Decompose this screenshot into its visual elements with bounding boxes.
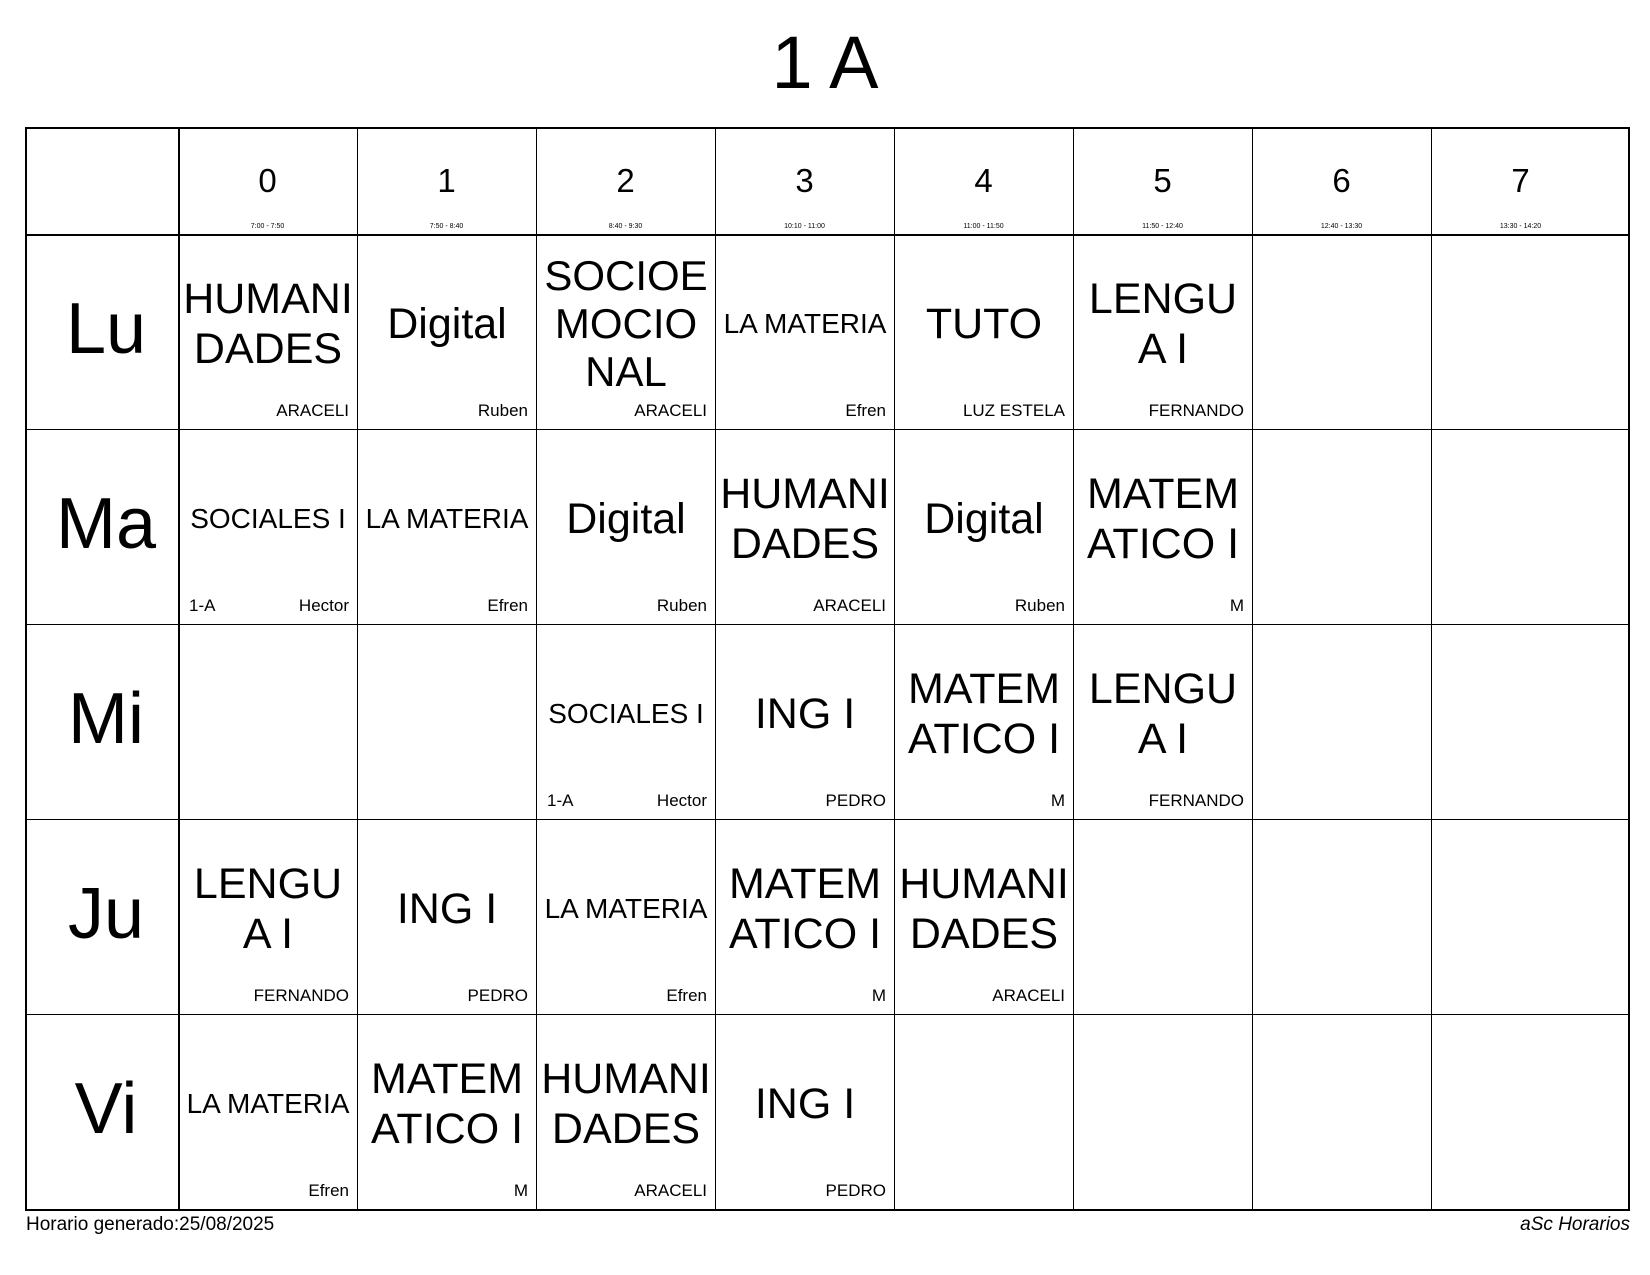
lesson-teacher: ARACELI	[634, 1181, 707, 1200]
period-time: 11:50 - 12:40	[1142, 223, 1183, 230]
lesson-subject-text: LA MATERIA	[365, 502, 529, 534]
lesson-group: 1-A	[547, 791, 574, 810]
lesson-subject-text: HUMANI DADES	[541, 1054, 711, 1153]
period-time: 7:00 - 7:50	[250, 223, 285, 230]
lesson-teacher: Hector	[656, 791, 707, 810]
generated-date: Horario generado:25/08/2025	[26, 1214, 275, 1235]
period-number: 4	[974, 162, 993, 199]
lesson-group: 1-A	[189, 596, 216, 615]
lesson-subject	[716, 431, 894, 606]
lesson-subject-text: Digital	[387, 299, 507, 348]
lesson-subject	[895, 431, 1073, 606]
lesson-teacher: Efren	[308, 1181, 349, 1200]
lesson-subject-text: MATEM ATICO I	[1086, 469, 1240, 568]
period-number: 7	[1511, 162, 1530, 199]
lesson-cell	[179, 236, 357, 429]
grid-row-divider	[27, 1014, 1628, 1015]
lesson-subject	[179, 1016, 357, 1191]
lesson-cell	[358, 1016, 536, 1209]
period-number: 6	[1332, 162, 1351, 199]
lesson-subject	[716, 626, 894, 801]
lesson-subject-text: HUMANI DADES	[720, 469, 890, 568]
lesson-subject	[895, 626, 1073, 801]
lesson-subject	[716, 1016, 894, 1191]
lesson-teacher: FERNANDO	[1148, 791, 1244, 810]
page-title: 1 A	[771, 21, 879, 104]
lesson-cell	[537, 1016, 715, 1209]
period-time: 8:40 - 9:30	[608, 223, 643, 230]
lesson-subject-text: MATEM ATICO I	[370, 1054, 524, 1153]
period-number: 3	[795, 162, 814, 199]
lesson-teacher: ARACELI	[813, 596, 886, 615]
lesson-subject	[895, 236, 1073, 411]
lesson-subject-text: LENGU A I	[1088, 274, 1238, 373]
lesson-teacher: PEDRO	[467, 986, 528, 1005]
day-label: Vi	[74, 1069, 138, 1149]
lesson-cell	[716, 626, 894, 819]
lesson-teacher: M	[871, 986, 886, 1005]
lesson-subject	[358, 821, 536, 996]
day-label: Ju	[67, 874, 145, 954]
grid-row-divider	[27, 429, 1628, 430]
lesson-subject	[537, 431, 715, 606]
lesson-subject	[895, 821, 1073, 996]
lesson-subject-text: LENGU A I	[193, 859, 343, 958]
lesson-subject	[537, 821, 715, 996]
lesson-subject	[716, 821, 894, 996]
lesson-subject-text: MATEM ATICO I	[907, 664, 1061, 763]
period-number: 0	[258, 162, 277, 199]
timetable-grid	[25, 127, 1630, 1211]
lesson-cell	[716, 431, 894, 624]
period-time: 7:50 - 8:40	[429, 223, 464, 230]
lesson-cell	[358, 431, 536, 624]
lesson-subject-text: ING I	[754, 1079, 856, 1128]
grid-row-divider	[27, 624, 1628, 625]
lesson-teacher: LUZ ESTELA	[962, 401, 1065, 420]
lesson-subject	[179, 236, 357, 411]
lesson-subject	[537, 626, 715, 801]
period-time: 11:00 - 11:50	[963, 223, 1004, 230]
lesson-cell	[358, 821, 536, 1014]
lesson-cell	[358, 236, 536, 429]
software-brand: aSc Horarios	[1520, 1214, 1630, 1235]
grid-column-divider	[1252, 129, 1253, 1209]
lesson-subject	[179, 431, 357, 606]
lesson-cell	[895, 821, 1073, 1014]
lesson-cell	[895, 431, 1073, 624]
lesson-subject-text: MATEM ATICO I	[728, 859, 882, 958]
lesson-cell	[179, 431, 357, 624]
lesson-subject	[179, 821, 357, 996]
lesson-cell	[895, 236, 1073, 429]
lesson-subject-text: LENGU A I	[1088, 664, 1238, 763]
lesson-subject-text: TUTO	[925, 299, 1043, 348]
lesson-subject-text: SOCIOE MOCIO NAL	[544, 251, 708, 395]
lesson-cell	[1074, 431, 1252, 624]
lesson-subject-text: SOCIALES I	[190, 502, 346, 534]
lesson-cell	[179, 821, 357, 1014]
lesson-cell	[716, 1016, 894, 1209]
lesson-teacher: ARACELI	[992, 986, 1065, 1005]
lesson-subject-text: HUMANI DADES	[899, 859, 1069, 958]
lesson-teacher: Efren	[666, 986, 707, 1005]
lesson-subject-text: Digital	[924, 494, 1044, 543]
lesson-subject-text: SOCIALES I	[548, 697, 704, 729]
lesson-subject	[716, 236, 894, 411]
period-time: 12:40 - 13:30	[1320, 223, 1363, 230]
lesson-cell	[179, 1016, 357, 1209]
lesson-subject-text: ING I	[396, 884, 498, 933]
lesson-teacher: Ruben	[477, 401, 528, 420]
grid-row-divider	[27, 819, 1628, 820]
day-label: Ma	[55, 484, 157, 564]
lesson-teacher: Efren	[487, 596, 528, 615]
lesson-teacher: FERNANDO	[1148, 401, 1244, 420]
lesson-cell	[537, 626, 715, 819]
period-time: 10:10 - 11:00	[784, 223, 825, 230]
day-label: Lu	[65, 289, 147, 369]
lesson-subject-text: LA MATERIA	[186, 1087, 350, 1119]
lesson-cell	[1074, 626, 1252, 819]
day-label: Mi	[68, 679, 144, 759]
lesson-subject	[1074, 626, 1252, 801]
period-number: 5	[1153, 162, 1172, 199]
lesson-cell	[1074, 236, 1252, 429]
lesson-subject-text: LA MATERIA	[723, 307, 887, 339]
lesson-cell	[537, 236, 715, 429]
lesson-subject	[358, 1016, 536, 1191]
lesson-subject	[537, 236, 715, 411]
lesson-subject-text: HUMANI DADES	[183, 274, 353, 373]
lesson-subject	[537, 1016, 715, 1191]
lesson-teacher: Ruben	[656, 596, 707, 615]
lesson-teacher: Hector	[298, 596, 349, 615]
lesson-teacher: M	[1229, 596, 1244, 615]
lesson-teacher: Ruben	[1014, 596, 1065, 615]
lesson-subject-text: ING I	[754, 689, 856, 738]
lesson-teacher: M	[513, 1181, 528, 1200]
lesson-subject-text: Digital	[566, 494, 686, 543]
lesson-cell	[537, 431, 715, 624]
lesson-subject-text: LA MATERIA	[544, 892, 708, 924]
lesson-subject	[358, 236, 536, 411]
lesson-teacher: PEDRO	[825, 791, 886, 810]
lesson-teacher: ARACELI	[634, 401, 707, 420]
lesson-subject	[358, 431, 536, 606]
lesson-subject	[1074, 236, 1252, 411]
lesson-teacher: PEDRO	[825, 1181, 886, 1200]
lesson-subject	[1074, 431, 1252, 606]
lesson-teacher: FERNANDO	[253, 986, 349, 1005]
lesson-cell	[895, 626, 1073, 819]
lesson-teacher: M	[1050, 791, 1065, 810]
lesson-cell	[537, 821, 715, 1014]
period-number: 2	[616, 162, 635, 199]
lesson-cell	[716, 236, 894, 429]
lesson-cell	[716, 821, 894, 1014]
period-time: 13:30 - 14:20	[1499, 223, 1542, 230]
lesson-teacher: ARACELI	[276, 401, 349, 420]
grid-column-divider	[1431, 129, 1432, 1209]
lesson-teacher: Efren	[845, 401, 886, 420]
period-number: 1	[437, 162, 456, 199]
